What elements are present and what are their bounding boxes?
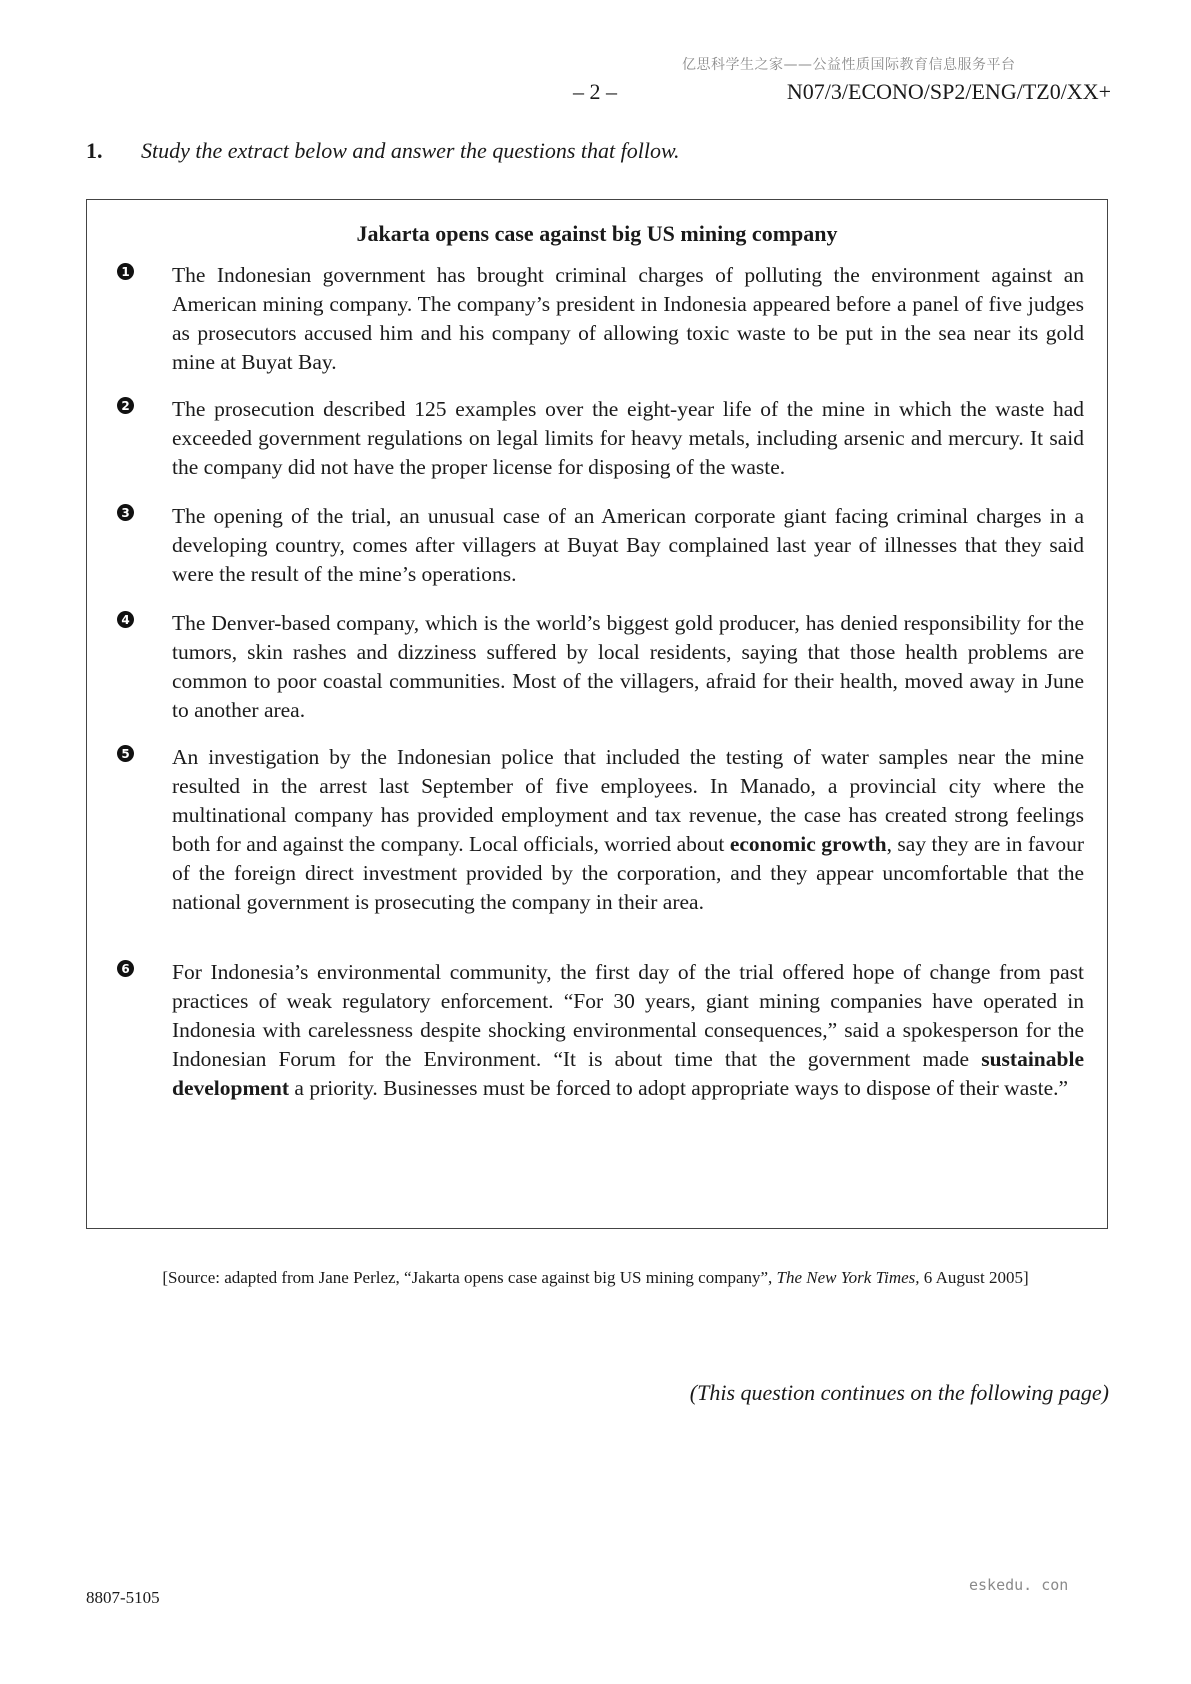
question-number: 1. (86, 138, 103, 163)
paper-code: 8807-5105 (86, 1588, 160, 1607)
paragraph-number-icon: 4 (117, 611, 134, 628)
question-instruction: Study the extract below and answer the questions that follow. (141, 138, 680, 163)
paragraph-text-end: , say they are in favour of the foreign direct investment provided by the corporation, and they appear uncomfortable that the national government is prosecuting the company in their area. (172, 832, 1084, 914)
extract-title: Jakarta opens case against big US mining company (356, 221, 838, 246)
paragraph-text: The prosecution described 125 examples over the eight-year life of the mine in which the waste had exceeded government regulations on legal limits for heavy metals, including arsenic and mercury. It said the company did not have the proper license for disposing of the waste. (172, 397, 1084, 479)
paragraph-text-start: For Indonesia’s environmental community, the first day of the trial offered hope of change from past practices of weak regulatory enforcement. “For 30 years, giant mining companies have operated in Indonesia with carelessness despite shocking environmental consequences,” said a spokesperson for the Indonesian Forum for the Environment. “It is about time that the government made (172, 960, 1084, 1071)
key-term-economic-growth: economic growth (729, 832, 887, 856)
paragraph-number-icon: 1 (117, 263, 134, 280)
exam-code: N07/3/ECONO/SP2/ENG/TZ0/XX+ (786, 79, 1111, 104)
paragraph-number-icon: 5 (117, 745, 134, 762)
paragraph-text-start: An investigation by the Indonesian police that included the testing of water samples near the mine resulted in the arrest last September of five employees. In Manado, a provincial city where the multinational company has provided employment and tax revenue, the case has created strong feelings both for and against the company. Local officials, worried about (172, 745, 1084, 856)
site-watermark: eskedu. con (969, 1576, 1069, 1594)
paragraph-text: The Denver-based company, which is the world’s biggest gold producer, has denied responsibility for the tumors, skin rashes and dizziness suffered by local residents, saying that those health problems are common to poor coastal communities. Most of the villagers, afraid for their health, moved away in June to another area. (172, 611, 1084, 722)
paragraph-text (172, 958, 1084, 1103)
source-suffix: 6 August 2005] (919, 1268, 1029, 1287)
paragraph-text (172, 743, 1084, 917)
paragraph-text: The Indonesian government has brought criminal charges of polluting the environment against an American mining company. The company’s president in Indonesia appeared before a panel of five judges as prosecutors accused him and his company of allowing toxic waste to be put in the sea near its gold mine at Buyat Bay. (172, 263, 1084, 374)
paragraph-number-icon: 3 (117, 504, 134, 521)
watermark-text: 亿思科学生之家——公益性质国际教育信息服务平台 (682, 57, 1016, 73)
source-citation (0, 1268, 1191, 1288)
paragraph-text-end: a priority. Businesses must be forced to adopt appropriate ways to dispose of their waste.” (289, 1076, 1069, 1100)
page-number: – 2 – (573, 79, 617, 104)
paragraph-number-icon: 2 (117, 397, 134, 414)
paragraph-text: The opening of the trial, an unusual case of an American corporate giant facing criminal charges in a developing country, comes after villagers at Buyat Bay complained last year of illnesses that they said were the result of the mine’s operations. (172, 504, 1084, 586)
key-term-sustainable-development: sustainable development (172, 1047, 1084, 1100)
source-prefix: [Source: adapted from Jane Perlez, “Jakarta opens case against big US mining company”, (162, 1268, 777, 1287)
continues-note: (This question continues on the following page) (689, 1380, 1109, 1405)
paragraph-number-icon: 6 (117, 960, 134, 977)
source-publication: The New York Times, (776, 1268, 920, 1287)
extract-box (86, 199, 1108, 1229)
